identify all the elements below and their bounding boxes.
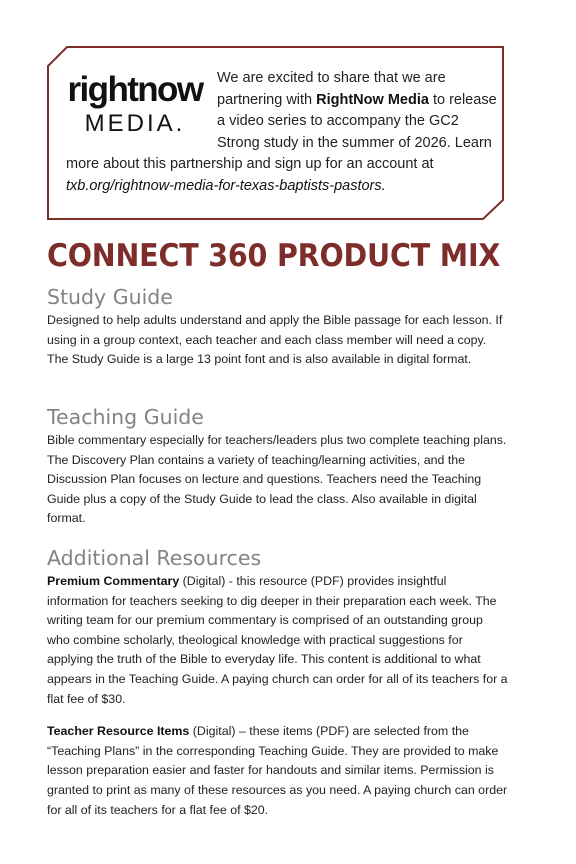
page-title: CONNECT 360 PRODUCT MIX — [47, 238, 501, 274]
promo-box — [47, 46, 504, 220]
promo-body: to release a video series to accompany the GC2 Strong study in the summer of 2026. Learn more about this partnership and sign up for an account at — [66, 91, 497, 172]
promo-intro: We are excited to share that we are partnering with — [217, 70, 446, 108]
additional-resources-title: Additional Resources — [47, 546, 262, 570]
study-guide-title: Study Guide — [47, 285, 173, 309]
teacher-resource-text — [47, 722, 509, 820]
teaching-guide-title: Teaching Guide — [47, 405, 204, 429]
premium-commentary-text — [47, 572, 509, 709]
promo-partner: RightNow Media — [316, 91, 429, 108]
study-guide-section — [47, 283, 509, 370]
logo-wordmark: rightnow — [67, 70, 203, 109]
logo-subtext: MEDIA. — [84, 110, 186, 137]
promo-text — [66, 68, 498, 197]
teaching-guide-body: Bible commentary especially for teachers/leaders plus two complete teaching plans. The Discovery Plan contains a variety of teaching/learning activities, and the Discussion Plan focuses on lecture and questions. Teachers need the Teaching Guide plus a copy of the Study Guide to lead the class. Also available in digital format. — [47, 433, 507, 526]
additional-resources-section — [47, 544, 509, 820]
teaching-guide-section — [47, 403, 509, 529]
promo-url-link[interactable]: txb.org/rightnow-media-for-texas-baptists-pastors. — [66, 177, 386, 194]
premium-commentary-body: (Digital) - this resource (PDF) provides insightful information for teachers seeking to dig deeper in their preparation each week. The writing team for our premium commentary is comprised of an outstanding group who combine scholarly, theological knowledge with practical suggestions for applying the truth of the Bible to everyday life. This content is additional to what appears in the Teaching Guide. A paying church can order for all of its teachers for a flat fee of $30. — [47, 574, 508, 706]
teacher-resource-body: (Digital) – these items (PDF) are selected from the “Teaching Plans” in the corresponding Teaching Guide. They are provided to make lesson preparation easier and faster for handouts and similar items. Permission is granted to print as many of these resources as you need. A paying church can order for all of its teachers for a flat fee of $20. — [47, 724, 508, 817]
teacher-resource-label: Teacher Resource Items — [47, 724, 190, 739]
study-guide-body: Designed to help adults understand and apply the Bible passage for each lesson. If using in a group context, each teacher and each class member will need a copy. The Study Guide is a large 13 point font and is also available in digital format. — [47, 313, 503, 367]
premium-commentary-label: Premium Commentary — [47, 574, 180, 588]
